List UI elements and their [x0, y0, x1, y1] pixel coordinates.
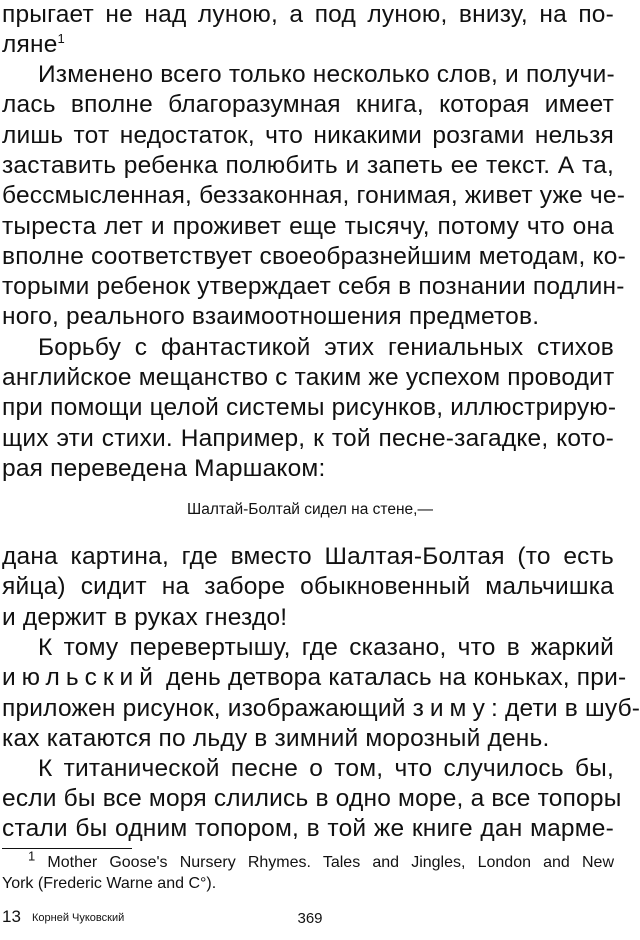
- text-line-23: ках катаются по льду в зимний морозный день.: [2, 725, 550, 752]
- spaced-word-july: июльский: [2, 664, 159, 691]
- text-line-9: вполне соответствует своеобразнейшим методам, ко-: [2, 243, 626, 270]
- text-line-10: торыми ребенок утверждает себя в познании подлин-: [2, 273, 625, 300]
- footnote-line-2: York (Frederic Warne and C°).: [2, 875, 217, 892]
- footnote-rule: [2, 848, 132, 849]
- text-line-21-rest: день детвора каталась на коньках, при-: [165, 664, 627, 691]
- text-line-5: лишь тот недостаток, что никакими розгами нельзя: [2, 122, 614, 149]
- text-line-22-rest: : дети в шуб-: [490, 695, 640, 722]
- signature-number: 13: [2, 907, 21, 926]
- text-line-20: К тому перевертышу, где сказано, что в жаркий: [38, 634, 614, 661]
- footnote-line-1: [28, 848, 614, 873]
- text-line-3: Изменено всего только несколько слов, и получи-: [38, 61, 615, 88]
- footnote-marker: 1: [28, 848, 36, 864]
- text-line-6: заставить ребенка полюбить и запеть ее текст. А та,: [2, 152, 614, 179]
- verse-quote: Шалтай-Болтай сидел на стене,—: [187, 501, 433, 518]
- text-line-22-start: приложен рисунок, изображающий: [2, 695, 406, 722]
- text-line-25: если бы все моря слились в одно море, а все топоры: [2, 785, 622, 812]
- text-line-18: яйца) сидит на заборе обыкновенный мальчишка: [2, 573, 614, 600]
- text-line-8: тыреста лет и проживет еще тысячу, потому что она: [2, 213, 614, 240]
- text-line-11: ного, реального взаимоотношения предметов.: [2, 303, 540, 330]
- spaced-word-winter: зиму: [412, 695, 491, 722]
- text-line-15: щих эти стихи. Например, к той песне-загадке, кото-: [2, 425, 614, 452]
- text-line-21: [2, 663, 627, 693]
- text-line-1: прыгает не над луною, а под луною, внизу, на по-: [2, 1, 614, 28]
- text-line-7: бессмысленная, беззаконная, гонимая, живет уже че-: [2, 182, 626, 209]
- text-line-19: и держит в руках гнездо!: [2, 604, 288, 631]
- footnote-text-1: Mother Goose's Nursery Rhymes. Tales and Jingles, London and New: [47, 854, 614, 871]
- text-line-2-text: ляне: [2, 31, 58, 58]
- text-line-14: при помощи целой системы рисунков, иллюстрирую-: [2, 394, 617, 421]
- text-line-17: дана картина, где вместо Шалтая-Болтая (то есть: [2, 543, 614, 570]
- signature-name: Корней Чуковский: [32, 912, 125, 924]
- text-line-22: [2, 694, 640, 724]
- page-number: 369: [297, 910, 323, 927]
- text-line-12: Борьбу с фантастикой этих гениальных стихов: [38, 334, 614, 361]
- text-line-4: лась вполне благоразумная книга, которая имеет: [2, 91, 614, 118]
- footnote-ref: 1: [57, 30, 65, 46]
- text-line-24: К титанической песне о том, что случилось бы,: [38, 755, 614, 782]
- text-line-26: стали бы одним топором, в той же книге дан марме-: [2, 815, 614, 842]
- text-line-2: [2, 30, 614, 60]
- text-line-13: английское мещанство с таким же успехом проводит: [2, 364, 615, 391]
- text-line-16: рая переведена Маршаком:: [2, 455, 326, 482]
